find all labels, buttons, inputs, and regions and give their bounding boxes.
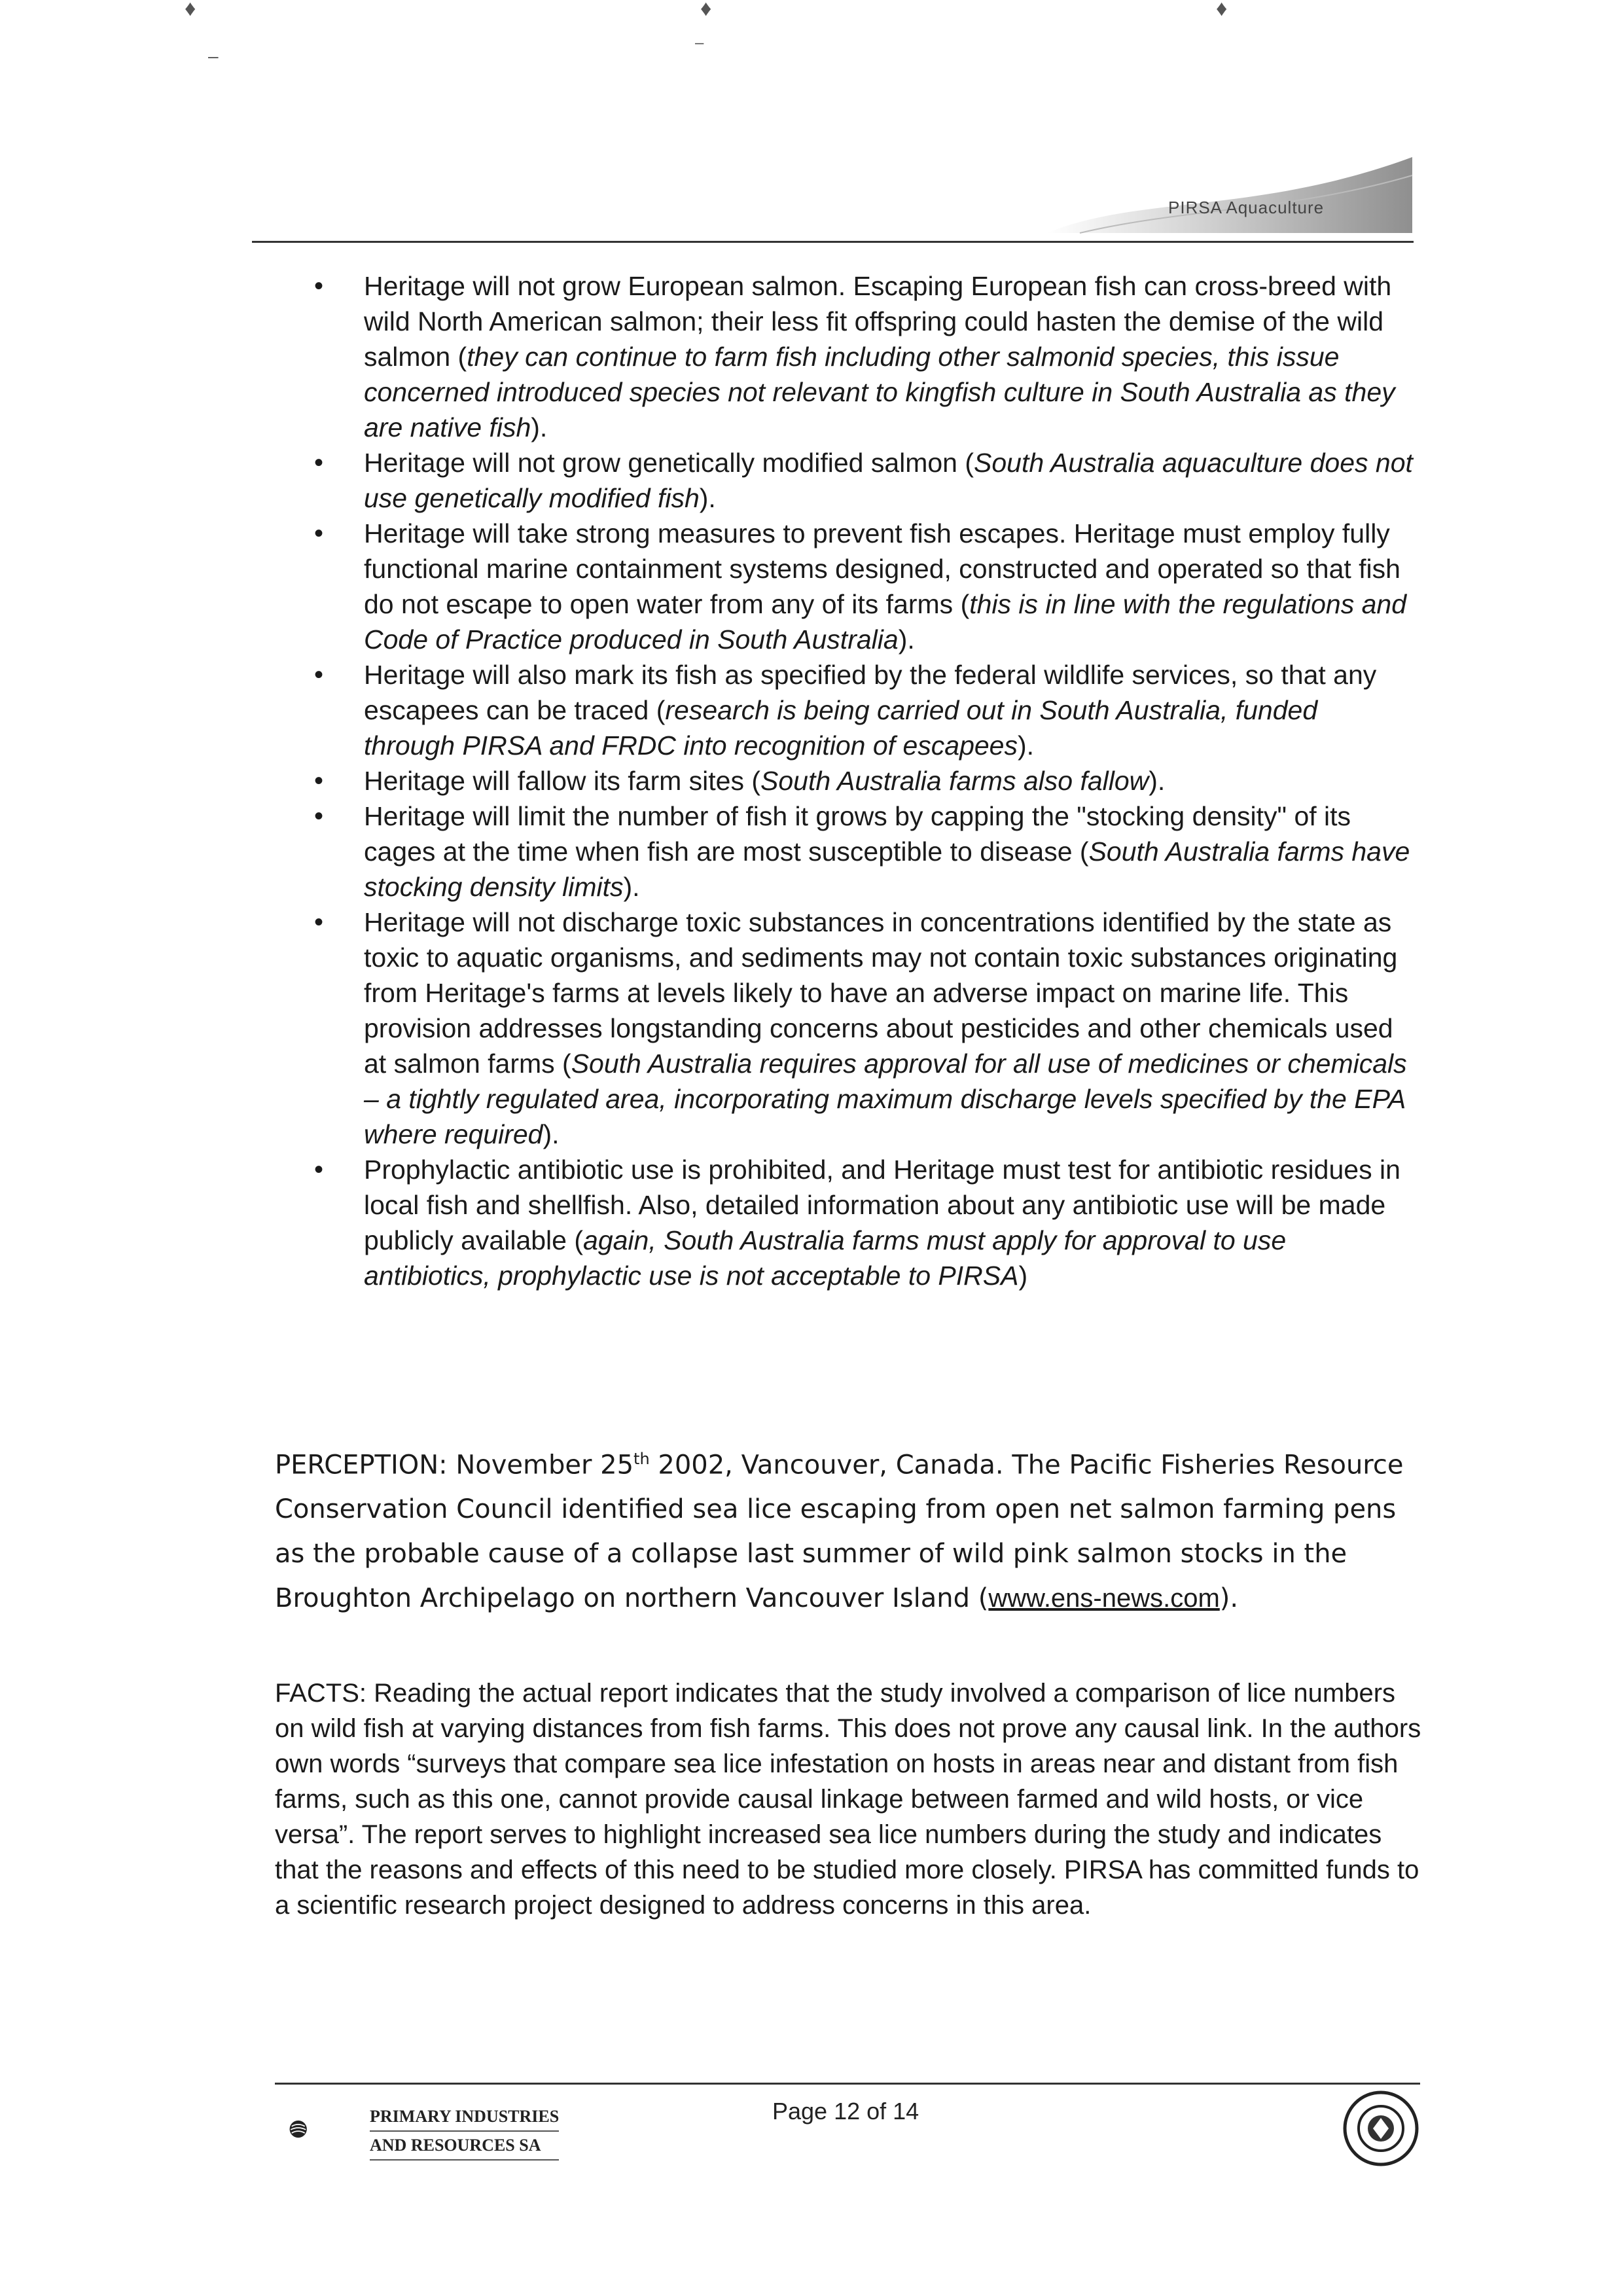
conditions-list xyxy=(314,268,1414,1293)
perception-paragraph: PERCEPTION: November 25th 2002, Vancouver, Canada. The Pacific Fisheries Resource Conservation Council identified sea lice escaping from open net salmon farming pens as the probable cause of a collapse last summer of wild pink salmon stocks in the Broughton Archipelago on northern Vancouver Island (www.ens-news.com). xyxy=(275,1450,1404,1614)
footer-rule xyxy=(275,2083,1420,2085)
list-item: • Heritage will take strong measures to prevent fish escapes. Heritage must employ fully functional marine containment systems designed, constructed and operated so that fish do not escape to open water from any of its farms (this is in line with the regulations and Code of Practice produced in South Australia). xyxy=(314,516,1414,657)
list-item: • Heritage will also mark its fish as specified by the federal wildlife services, so that any escapees can be traced (research is being carried out in South Australia, funded through PIRSA and FRDC into recognition of escapees). xyxy=(314,657,1414,763)
list-item: • Heritage will fallow its farm sites (South Australia farms also fallow). xyxy=(314,763,1414,798)
list-item: • Prophylactic antibiotic use is prohibited, and Heritage must test for antibiotic residues in local fish and shellfish. Also, detailed information about any antibiotic use will be made publicly available (again, South Australia farms must apply for approval to use antibiotics, prophylactic use is not acceptable to PIRSA) xyxy=(314,1152,1414,1293)
page-number: Page 12 of 14 xyxy=(772,2098,919,2125)
scan-mark: – xyxy=(695,34,704,52)
scan-mark: ♦ xyxy=(700,0,712,21)
scan-mark: – xyxy=(208,46,219,66)
scan-mark: ♦ xyxy=(1216,0,1228,21)
logo-line-2: AND RESOURCES SA xyxy=(370,2132,559,2161)
list-item: • Heritage will not grow European salmon. Escaping European fish can cross-breed with wild North American salmon; their less fit offspring could hasten the demise of the wild salmon (they can continue to farm fish including other salmonid species, this issue concerned introduced species not relevant to kingfish culture in South Australia as they are native fish). xyxy=(314,268,1414,445)
logo-line-1: PRIMARY INDUSTRIES xyxy=(370,2103,559,2132)
list-item: • Heritage will not grow genetically modified salmon (South Australia aquaculture does not use genetically modified fish). xyxy=(314,445,1414,516)
header-banner-graphic xyxy=(1041,156,1414,234)
ens-news-link[interactable]: www.ens-news.com xyxy=(988,1584,1220,1613)
list-item: • Heritage will limit the number of fish it grows by capping the "stocking density" of its cages at the time when fish are most susceptible to disease (South Australia farms have stocking density limits). xyxy=(314,798,1414,905)
scan-mark: ♦ xyxy=(185,0,196,21)
list-item: • Heritage will not discharge toxic substances in concentrations identified by the state as toxic to aquatic organisms, and sediments may not contain toxic substances originating from Heritage's farms at levels likely to have an adverse impact on marine life. This provision addresses longstanding concerns about pesticides and other chemicals used at salmon farms (South Australia requires approval for all use of medicines or chemicals – a tightly regulated area, incorporating maximum discharge levels specified by the EPA where required). xyxy=(314,905,1414,1152)
pirsa-logo-text xyxy=(370,2103,559,2161)
facts-paragraph: FACTS: Reading the actual report indicates that the study involved a comparison of lice numbers on wild fish at varying distances from fish farms. This does not prove any causal link. In the authors own words “surveys that compare sea lice infestation on hosts in areas near and distant from fish farms, such as this one, cannot provide causal linkage between farmed and wild hosts, or vice versa”. The report serves to highlight increased sea lice numbers during the study and indicates that the reasons and effects of this need to be studied more closely. PIRSA has committed funds to a scientific research project designed to address concerns in this area. xyxy=(275,1679,1421,1920)
header-rule xyxy=(252,241,1414,243)
pirsa-logo-icon xyxy=(288,2093,366,2165)
header-banner-label: PIRSA Aquaculture xyxy=(1168,198,1325,217)
south-australia-seal-icon xyxy=(1342,2089,1420,2168)
